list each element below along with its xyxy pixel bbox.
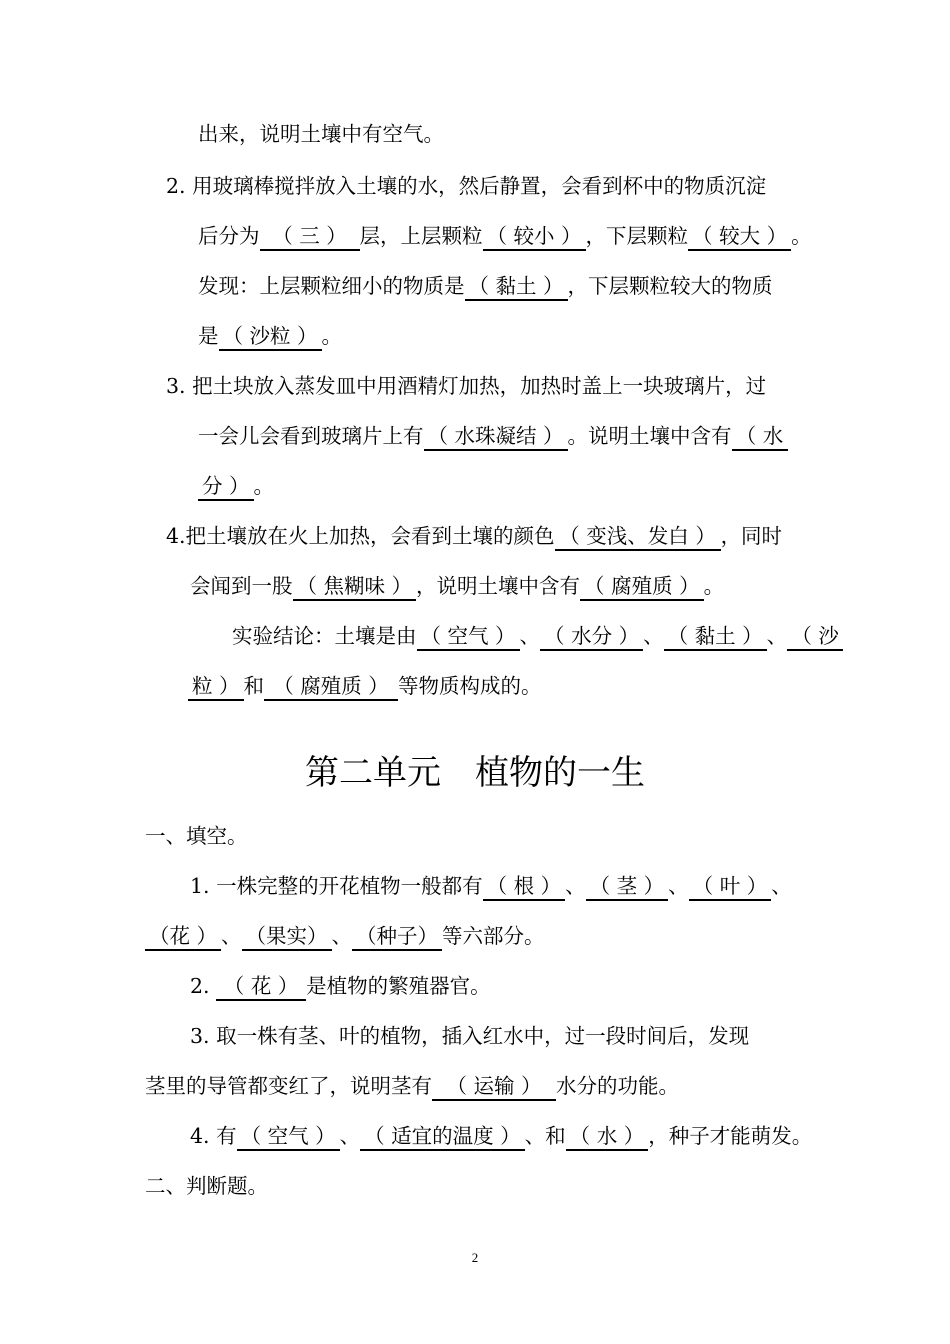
- line-20: [145, 1172, 268, 1200]
- answer-blank: （ 水: [732, 423, 788, 451]
- text: 和: [243, 674, 265, 698]
- answer-blank: （ 根 ）: [483, 873, 566, 901]
- answer-blank: （ 较小 ）: [483, 223, 586, 251]
- line-19: [190, 1122, 812, 1150]
- text: ，下层颗粒较大的物质: [567, 274, 773, 298]
- line-2: [166, 172, 766, 200]
- text: ，说明土壤中含有: [416, 574, 581, 598]
- line-14: [190, 872, 792, 900]
- text: 是植物的繁殖器官。: [306, 974, 491, 998]
- answer-blank: （ 沙: [787, 623, 843, 651]
- text: 。: [703, 574, 725, 598]
- answer-blank: （种子）: [352, 923, 442, 951]
- text: 。说明土壤中含有: [567, 424, 732, 448]
- answer-blank: （ 水珠凝结 ）: [424, 423, 568, 451]
- page-number: 2: [471, 1250, 479, 1265]
- line-18: [145, 1072, 679, 1100]
- text: 、: [771, 874, 792, 898]
- text: 。: [321, 324, 343, 348]
- answer-blank: （ 空气 ）: [417, 623, 520, 651]
- answer-blank: （ 较大 ）: [688, 223, 791, 251]
- line-11: [232, 622, 843, 650]
- section-heading: 一、填空。: [145, 824, 248, 848]
- text: 2. 用玻璃棒搅拌放入土壤的水，然后静置，会看到杯中的物质沉淀: [166, 174, 767, 198]
- line-6: [166, 372, 766, 400]
- text: 、: [766, 624, 788, 648]
- answer-blank: （ 焦糊味 ）: [293, 573, 417, 601]
- section-heading: 二、判断题。: [145, 1174, 268, 1198]
- text: 、: [331, 924, 353, 948]
- answer-blank: （花 ）: [145, 923, 221, 951]
- text: 、: [339, 1124, 361, 1148]
- text: 1. 一株完整的开花植物一般都有: [190, 874, 483, 898]
- text: ，种子才能萌发。: [648, 1124, 813, 1148]
- line-7: [198, 422, 788, 450]
- text: 出来，说明土壤中有空气。: [198, 122, 444, 146]
- text: ，同时: [720, 524, 783, 548]
- text: 后分为: [198, 224, 260, 248]
- text: 、: [668, 874, 689, 898]
- line-3: [198, 222, 812, 250]
- line-17: [190, 1022, 749, 1050]
- text: 4. 有: [190, 1124, 237, 1148]
- text: 、: [221, 924, 242, 948]
- text: 等物质构成的。: [398, 674, 542, 698]
- line-15: [145, 922, 545, 950]
- text: 、: [565, 874, 586, 898]
- text: 一会儿会看到玻璃片上有: [198, 424, 424, 448]
- answer-blank: （ 腐殖质 ）: [264, 673, 398, 701]
- answer-blank: （ 沙粒 ）: [219, 323, 322, 351]
- answer-blank: （果实）: [242, 923, 332, 951]
- answer-blank: （ 茎 ）: [586, 873, 669, 901]
- line-12: [188, 672, 542, 700]
- answer-blank: （ 叶 ）: [689, 873, 772, 901]
- text: 、: [643, 624, 664, 648]
- text: 发现：上层颗粒细小的物质是: [198, 274, 465, 298]
- text: 2.: [190, 974, 217, 998]
- text: 是: [198, 324, 219, 348]
- answer-blank: （ 水分 ）: [540, 623, 643, 651]
- text: 会闻到一股: [190, 574, 293, 598]
- text: 、和: [524, 1124, 566, 1148]
- line-4: [198, 272, 773, 300]
- answer-blank: （ 空气 ）: [237, 1123, 340, 1151]
- answer-blank: （ 黏土 ）: [664, 623, 767, 651]
- text: 3. 把土块放入蒸发皿中用酒精灯加热，加热时盖上一块玻璃片，过: [166, 374, 767, 398]
- text: 。: [253, 474, 275, 498]
- line-1: [198, 120, 444, 148]
- text: 水分的功能。: [556, 1074, 679, 1098]
- line-5: [198, 322, 342, 350]
- answer-blank: （ 花 ）: [216, 973, 306, 1001]
- answer-blank: （ 腐殖质 ）: [580, 573, 704, 601]
- answer-blank: （ 水 ）: [566, 1123, 649, 1151]
- text: 。: [791, 224, 812, 248]
- text: 茎里的导管都变红了，说明茎有: [145, 1074, 432, 1098]
- text: 实验结论：土壤是由: [232, 624, 417, 648]
- text: 、: [519, 624, 541, 648]
- line-10: [190, 572, 724, 600]
- line-13: [145, 822, 248, 850]
- answer-blank: （ 三 ）: [260, 223, 360, 251]
- text: 3. 取一株有茎、叶的植物，插入红水中，过一段时间后，发现: [190, 1024, 750, 1048]
- line-9: [166, 522, 782, 550]
- line-16: [190, 972, 491, 1000]
- line-8: [198, 472, 274, 500]
- unit-title: 第二单元 植物的一生: [305, 753, 645, 793]
- answer-blank: 粒 ）: [188, 673, 244, 701]
- answer-blank: （ 运输 ）: [432, 1073, 556, 1101]
- answer-blank: （ 适宜的温度 ）: [360, 1123, 525, 1151]
- text: 层，上层颗粒: [359, 224, 483, 248]
- answer-blank: 分 ）: [198, 473, 254, 501]
- text: 4.把土壤放在火上加热，会看到土壤的颜色: [166, 524, 555, 548]
- text: ，下层颗粒: [585, 224, 689, 248]
- answer-blank: （ 变浅、发白 ）: [555, 523, 721, 551]
- answer-blank: （ 黏土 ）: [465, 273, 568, 301]
- text: 等六部分。: [442, 924, 545, 948]
